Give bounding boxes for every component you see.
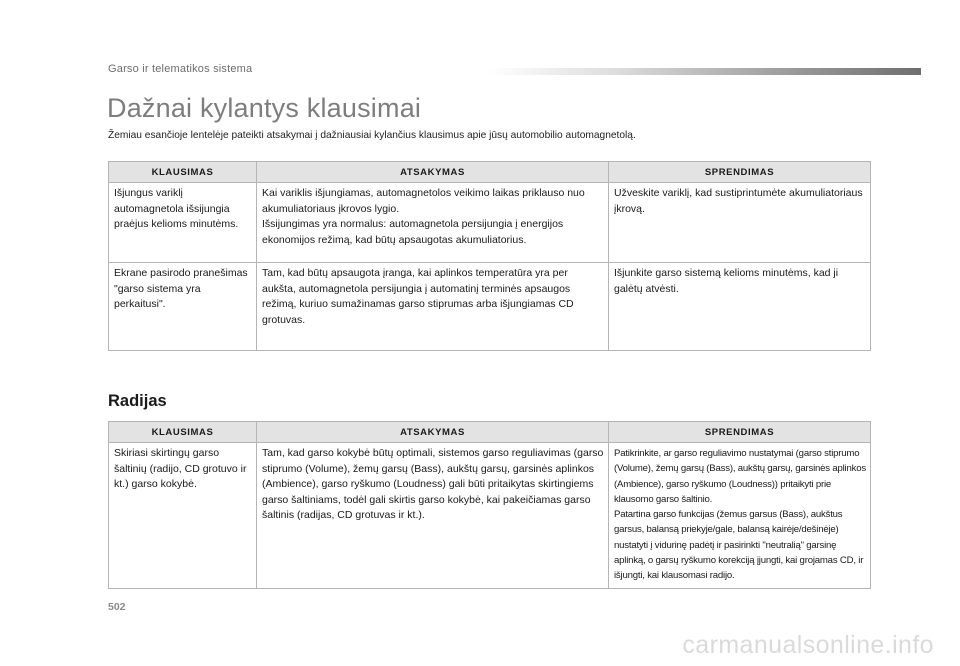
intro-text: Žemiau esančioje lentelėje pateikti atsakymai į dažniausiai kylančius klausimus apie jūsų automobilio automagnetolą. xyxy=(108,130,636,141)
column-header-solution: SPRENDIMAS xyxy=(609,422,871,443)
question-cell: Išjungus variklį automagnetola išsijungia praėjus kelioms minutėms. xyxy=(109,183,257,263)
solution-cell: Išjunkite garso sistemą kelioms minutėms, kad ji galėtų atvėsti. xyxy=(609,263,871,351)
header-gradient-bar xyxy=(488,68,921,75)
page-number: 502 xyxy=(108,601,126,613)
column-header-answer: ATSAKYMAS xyxy=(257,422,609,443)
page-title: Dažnai kylantys klausimai xyxy=(107,93,422,123)
radio-faq-table xyxy=(108,421,871,589)
table-row xyxy=(109,263,871,351)
section-label: Garso ir telematikos sistema xyxy=(108,63,253,75)
solution-cell: Užveskite variklį, kad sustiprintumėte akumuliatoriaus įkrovą. xyxy=(609,183,871,263)
column-header-solution: SPRENDIMAS xyxy=(609,162,871,183)
column-header-answer: ATSAKYMAS xyxy=(257,162,609,183)
answer-cell: Tam, kad būtų apsaugota įranga, kai aplinkos temperatūra yra per aukšta, automagnetola persijungia į automatinį terminės apsaugos režimą, kuriuo sumažinamas garso stiprumas arba išjungiamas CD grotuvas. xyxy=(257,263,609,351)
table-header-row xyxy=(109,422,871,443)
table-row xyxy=(109,183,871,263)
table-row xyxy=(109,443,871,589)
column-header-question: KLAUSIMAS xyxy=(109,422,257,443)
question-cell: Ekrane pasirodo pranešimas "garso sistema yra perkaitusi". xyxy=(109,263,257,351)
answer-cell: Tam, kad garso kokybė būtų optimali, sistemos garso reguliavimas (garso stiprumo (Volume), žemų garsų (Bass), aukštų garsų, garsinės aplinkos (Ambience), garso ryškumo (Loudness) gali būti pritaikytas skirtingiems garso šaltiniams, todėl gali skirtis garso kokybė, kai pakeičiamas garso šaltinis (radijas, CD grotuvas ir kt.). xyxy=(257,443,609,589)
column-header-question: KLAUSIMAS xyxy=(109,162,257,183)
faq-table xyxy=(108,161,871,351)
section-title-radio: Radijas xyxy=(108,392,167,410)
question-cell: Skiriasi skirtingų garso šaltinių (radijo, CD grotuvo ir kt.) garso kokybė. xyxy=(109,443,257,589)
solution-cell: Patikrinkite, ar garso reguliavimo nustatymai (garso stiprumo (Volume), žemų garsų (Bass), aukštų garsų, garsinės aplinkos (Ambience), garso ryškumo (Loudness)) pritaikyti prie klausomo garso šaltinio. Patartina garso funkcijas (žemus garsus (Bass), aukštus garsus, balansą priekyje/gale, balansą kairėje/dešinėje) nustatyti į vidurinę padėtį ir pasirinkti "neutralią" garsinę aplinką, o garsų ryškumo korekciją įjungti, kai grojamas CD, ir išjungti, kai klausomasi radijo. xyxy=(609,443,871,589)
table-header-row xyxy=(109,162,871,183)
answer-cell: Kai variklis išjungiamas, automagnetolos veikimo laikas priklauso nuo akumuliatoriaus įkrovos lygio. Išsijungimas yra normalus: automagnetola persijungia į energijos ekonomijos režimą, kad būtų apsaugotas akumuliatorius. xyxy=(257,183,609,263)
watermark-text: carmanualsonline.info xyxy=(682,631,934,659)
